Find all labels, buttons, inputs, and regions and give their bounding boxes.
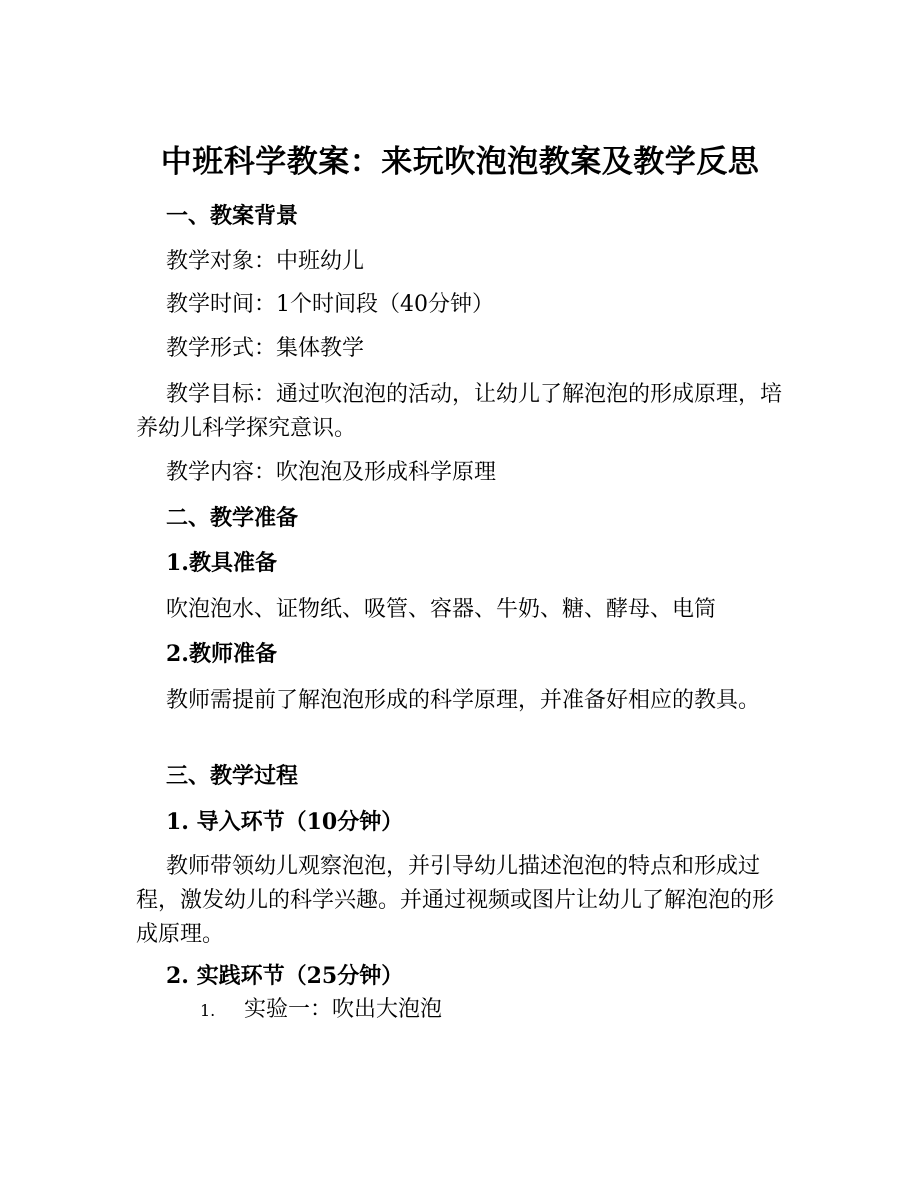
subheading-teacher-preparation: 2.教师准备 xyxy=(166,641,277,667)
paragraph-teaching-form: 教学形式：集体教学 xyxy=(166,336,365,361)
subheading-introduction: 1. 导入环节（10分钟） xyxy=(166,809,404,835)
section-heading-background: 一、教案背景 xyxy=(166,203,299,229)
paragraph-introduction: 教师带领幼儿观察泡泡，并引导幼儿描述泡泡的特点和形成过程，激发幼儿的科学兴趣。并通过视频或图片让幼儿了解泡泡的形成原理。 xyxy=(136,854,775,947)
paragraph-teaching-aids: 吹泡泡水、证物纸、吸管、容器、牛奶、糖、酵母、电筒 xyxy=(166,597,717,622)
list-item-text: 实验一：吹出大泡泡 xyxy=(244,997,443,1022)
document-title: 中班科学教案：来玩吹泡泡教案及教学反思 xyxy=(160,144,760,180)
paragraph-teaching-time: 教学时间：1个时间段（40分钟） xyxy=(166,292,494,317)
subheading-practice: 2. 实践环节（25分钟） xyxy=(166,963,404,989)
list-item xyxy=(200,994,442,1027)
section-heading-process: 三、教学过程 xyxy=(166,763,299,789)
paragraph-teaching-content: 教学内容：吹泡泡及形成科学原理 xyxy=(166,460,497,485)
paragraph-teaching-goal: 教学目标：通过吹泡泡的活动，让幼儿了解泡泡的形成原理，培养幼儿科学探究意识。 xyxy=(136,382,783,441)
subheading-teaching-aids: 1.教具准备 xyxy=(166,550,277,576)
paragraph-teacher-preparation: 教师需提前了解泡泡形成的科学原理，并准备好相应的教具。 xyxy=(166,688,761,713)
list-item-number: 1. xyxy=(200,1001,216,1020)
paragraph-teaching-target: 教学对象：中班幼儿 xyxy=(166,249,365,274)
section-heading-preparation: 二、教学准备 xyxy=(166,505,299,531)
